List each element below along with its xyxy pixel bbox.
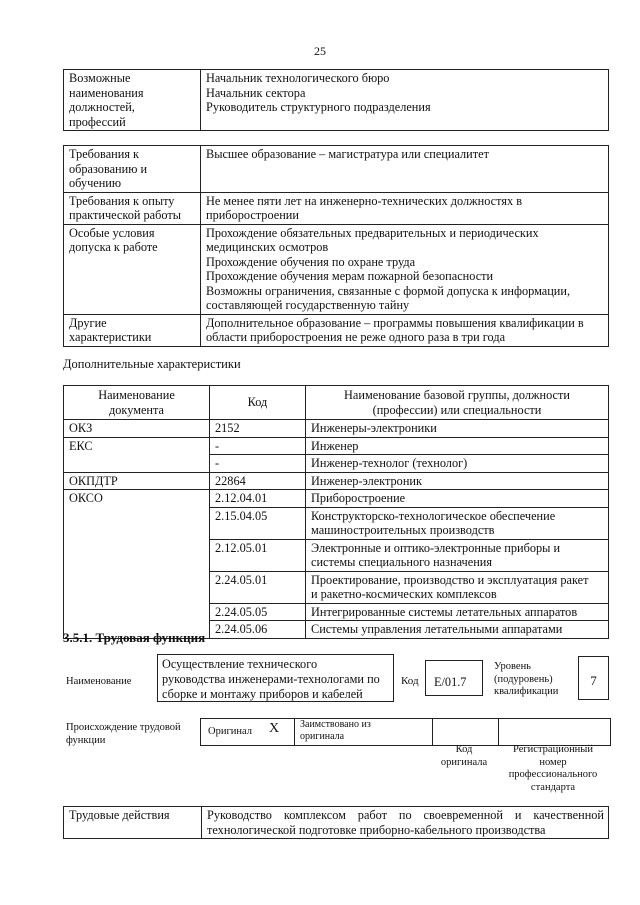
requirement-row: [64, 224, 609, 314]
table-row: [64, 539, 609, 571]
column-header-line: Наименование: [98, 388, 175, 402]
origin-label: [66, 722, 181, 747]
table-cell-code: 2152: [210, 420, 306, 438]
origin-table: [200, 718, 611, 746]
requirement-label-line: практической работы: [69, 208, 181, 222]
column-header-code: [210, 386, 306, 420]
requirement-label-line: Требования к: [69, 147, 140, 161]
origin-code-cell: [432, 719, 499, 745]
table-row: [64, 571, 609, 603]
table-cell-document: ОКЗ: [64, 420, 210, 438]
table-cell-code: 22864: [210, 472, 306, 490]
reg-number-label-line: Регистрационный: [513, 744, 593, 755]
column-header-line: (профессии) или специальности: [372, 402, 542, 417]
table-cell-code: -: [210, 437, 306, 455]
table-cell-name-line: машиностроительных производств: [311, 523, 495, 537]
positions-label-line: Возможные: [69, 71, 131, 85]
function-name-box: [157, 654, 394, 702]
requirement-value-line: Высшее образование – магистратура или специалитет: [206, 147, 489, 161]
reg-number-label-line: профессионального: [508, 769, 598, 780]
labor-actions-row: [64, 807, 609, 839]
requirement-label-line: Требования к опыту: [69, 193, 175, 208]
table-cell-name: [306, 507, 609, 539]
table-cell-name: [306, 571, 609, 603]
requirement-label-line: характеристики: [69, 330, 152, 344]
original-label: Оригинал: [208, 726, 252, 737]
requirement-label: [64, 146, 201, 193]
table-cell-name-line: системы специального назначения: [311, 555, 493, 569]
requirement-label: [64, 224, 201, 314]
table-header-row: [64, 386, 609, 420]
origin-code-label-line: оригинала: [440, 756, 488, 768]
table-cell-name-line: и ракетно-космических комплексов: [311, 587, 497, 601]
function-name-line: руководства инженерами-технологами по: [162, 672, 380, 686]
table-cell-name-line: Электронные и оптико-электронные приборы и: [311, 540, 561, 555]
requirement-row: [64, 314, 609, 346]
requirement-value-line: медицинских осмотров: [206, 240, 329, 254]
requirement-label-line: Другие: [69, 315, 107, 330]
labor-actions-line: технологической подготовке приборно-кабельного производства: [207, 822, 546, 837]
positions-label-line: наименования: [69, 85, 144, 100]
name-label: Наименование: [66, 676, 132, 687]
table-cell-name-line: Интегрированные системы летательных аппаратов: [311, 604, 578, 619]
table-row: [64, 603, 609, 621]
table-cell-code: 2.12.04.01: [210, 490, 306, 508]
table-row: [64, 437, 609, 455]
requirement-value-line: области приборостроения не реже одного раза в три года: [206, 330, 506, 344]
original-mark: X: [269, 721, 280, 736]
function-name-line: Осуществление технического: [162, 657, 318, 671]
table-cell-code: 2.12.05.01: [210, 539, 306, 571]
origin-original-cell: [201, 719, 295, 745]
requirement-row: [64, 146, 609, 193]
reg-number-label: [497, 744, 609, 794]
code-value-box: E/01.7: [425, 660, 483, 696]
labor-actions-table: [63, 806, 609, 839]
origin-label-line: Происхождение трудовой: [66, 722, 181, 733]
position-item: Начальник технологического бюро: [206, 71, 390, 85]
requirement-value: [201, 146, 609, 193]
table-cell-name-line: Инженер: [311, 438, 359, 453]
requirement-row: [64, 192, 609, 224]
table-cell-document: ОКСО: [64, 490, 210, 508]
requirements-table: [63, 145, 609, 347]
table-cell-name: [306, 490, 609, 508]
table-cell-name-line: Конструкторско-технологическое обеспечение: [311, 508, 556, 523]
requirement-value-line: Прохождение обучения по охране труда: [206, 254, 416, 269]
table-row: [64, 472, 609, 490]
table-cell-code: 2.15.04.05: [210, 507, 306, 539]
table-cell-code: 2.24.05.01: [210, 571, 306, 603]
code-label: Код: [401, 675, 419, 687]
additional-characteristics-table: [63, 385, 609, 639]
table-cell-name: [306, 539, 609, 571]
borrowed-label-line: оригинала: [300, 731, 345, 742]
borrowed-label: [300, 719, 371, 743]
positions-table: [63, 69, 609, 131]
origin-code-label: [431, 744, 497, 769]
labor-function-heading: 3.5.1. Трудовая функция: [63, 630, 206, 645]
table-cell-name-line: Проектирование, производство и эксплуатация ракет: [311, 572, 589, 587]
qualification-level-label-line: Уровень: [494, 661, 531, 672]
qualification-level-box: 7: [578, 656, 609, 700]
requirement-value-line: составляющей государственную тайну: [206, 298, 410, 312]
reg-number-label-line: стандарта: [530, 781, 576, 793]
table-cell-document: [64, 603, 210, 621]
table-cell-document: [64, 571, 210, 603]
requirement-value-line: Не менее пяти лет на инженерно-технических должностях в: [206, 193, 523, 208]
additional-characteristics-heading: Дополнительные характеристики: [63, 357, 241, 371]
requirement-label: [64, 314, 201, 346]
table-row: [64, 490, 609, 508]
positions-label: [64, 70, 201, 131]
table-cell-name: [306, 621, 609, 639]
borrowed-label-line: Заимствовано из: [300, 719, 371, 730]
requirement-value-line: Дополнительное образование – программы повышения квалификации в: [206, 315, 584, 330]
table-cell-name: [306, 603, 609, 621]
page-number: 25: [314, 44, 326, 58]
column-header-line: Код: [247, 395, 268, 410]
requirement-value: [201, 192, 609, 224]
table-row: [64, 507, 609, 539]
requirement-value-line: приборостроении: [206, 208, 299, 222]
table-cell-name: [306, 472, 609, 490]
column-header-document: [64, 386, 210, 420]
origin-borrowed-cell: [294, 719, 433, 745]
table-cell-document: [64, 539, 210, 571]
table-cell-document: [64, 455, 210, 473]
labor-actions-value: [202, 807, 609, 839]
requirement-value: [201, 314, 609, 346]
requirement-value: [201, 224, 609, 314]
table-cell-name: [306, 420, 609, 438]
labor-actions-line: Руководство комплексом работ по своевременной и качественной: [207, 808, 604, 822]
table-cell-document: ОКПДТР: [64, 472, 210, 490]
function-name-line: сборке и монтажу приборов и кабелей: [162, 687, 363, 701]
origin-reg-number-cell: [498, 719, 610, 745]
qualification-level-label-line: (подуровень): [494, 673, 553, 685]
positions-label-line: профессий: [69, 114, 126, 129]
requirement-label-line: обучению: [69, 176, 122, 190]
requirement-label-line: допуска к работе: [69, 240, 158, 254]
table-cell-document: [64, 507, 210, 539]
table-cell-name-line: Приборостроение: [311, 491, 406, 505]
positions-values: [201, 70, 609, 131]
table-cell-name-line: Инженер-электроник: [311, 473, 422, 488]
table-cell-document: ЕКС: [64, 437, 210, 455]
table-cell-code: 2.24.05.06: [210, 621, 306, 639]
labor-actions-label: Трудовые действия: [64, 807, 202, 839]
column-header-line: документа: [109, 402, 164, 417]
qualification-level-label: [494, 661, 558, 699]
table-cell-name: [306, 455, 609, 473]
table-cell-code: 2.24.05.05: [210, 603, 306, 621]
column-header-line: Наименование базовой группы, должности: [344, 388, 570, 402]
position-item: Начальник сектора: [206, 85, 306, 100]
requirement-value-line: Прохождение обучения мерам пожарной безопасности: [206, 269, 494, 283]
requirement-label: [64, 192, 201, 224]
positions-label-line: должностей,: [69, 100, 135, 114]
table-cell-name-line: Инженеры-электроники: [311, 421, 437, 435]
table-cell-code: -: [210, 455, 306, 473]
table-cell-name: [306, 437, 609, 455]
reg-number-label-line: номер: [539, 756, 567, 768]
origin-code-label-line: Код: [455, 744, 473, 755]
column-header-name: [306, 386, 609, 420]
position-item: Руководитель структурного подразделения: [206, 100, 431, 114]
table-row: [64, 420, 609, 438]
requirement-label-line: Особые условия: [69, 225, 155, 240]
origin-label-line: функции: [66, 734, 106, 746]
qualification-level-label-line: квалификации: [494, 686, 559, 697]
requirement-value-line: Прохождение обязательных предварительных и периодических: [206, 225, 539, 240]
table-cell-name-line: Системы управления летательными аппаратами: [311, 622, 563, 636]
requirement-value-line: Возможны ограничения, связанные с формой допуска к информации,: [206, 283, 571, 298]
requirement-label-line: образованию и: [69, 161, 148, 176]
table-row: [64, 455, 609, 473]
table-cell-name-line: Инженер-технолог (технолог): [311, 456, 468, 470]
